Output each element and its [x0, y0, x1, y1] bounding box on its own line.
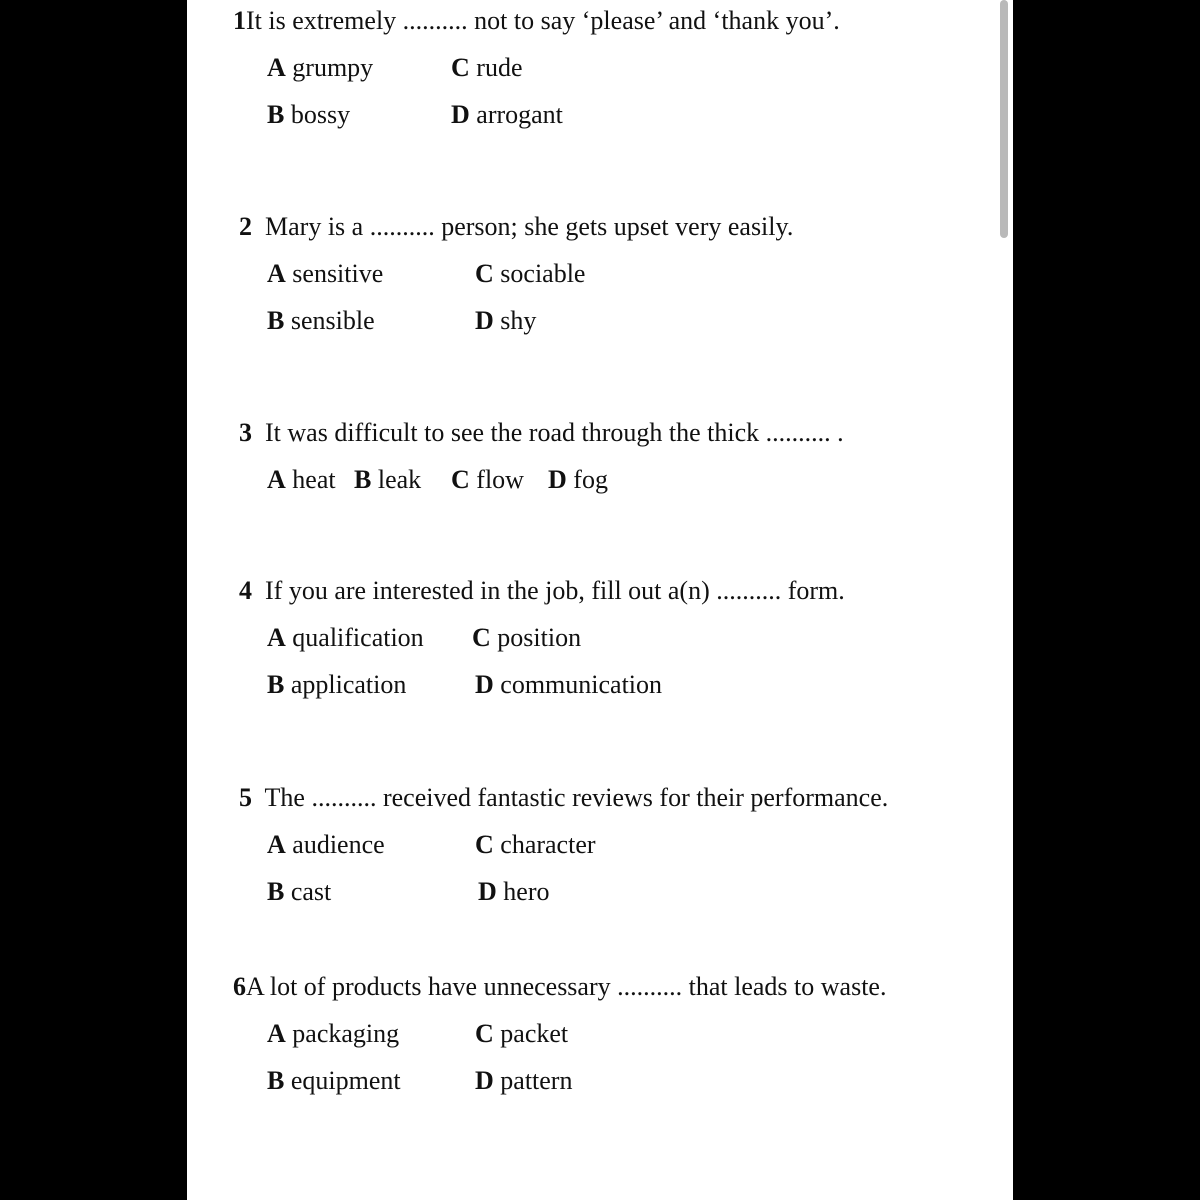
- option-b[interactable]: [267, 670, 406, 700]
- question-stem: If you are interested in the job, fill out a(n) .......... form.: [265, 576, 845, 605]
- option-c[interactable]: [472, 623, 581, 653]
- question-number: 2: [239, 212, 252, 241]
- option-a[interactable]: [267, 465, 336, 495]
- option-letter: B: [267, 877, 285, 906]
- option-letter: C: [475, 1019, 494, 1048]
- option-text: rude: [469, 53, 523, 82]
- question-number: 3: [239, 418, 252, 447]
- question-number: 4: [239, 576, 252, 605]
- option-text: packet: [493, 1019, 569, 1048]
- option-letter: D: [478, 877, 497, 906]
- option-text: equipment: [284, 1066, 401, 1095]
- option-d[interactable]: [475, 670, 662, 700]
- option-c[interactable]: [451, 465, 524, 495]
- option-text: pattern: [493, 1066, 573, 1095]
- question-4: [239, 576, 845, 606]
- option-text: sensible: [284, 306, 375, 335]
- option-text: grumpy: [285, 53, 374, 82]
- option-text: sensitive: [285, 259, 384, 288]
- option-letter: A: [267, 623, 286, 652]
- option-text: application: [284, 670, 407, 699]
- option-b[interactable]: [354, 465, 421, 495]
- option-letter: B: [354, 465, 372, 494]
- question-stem: A lot of products have unnecessary .......... that leads to waste.: [246, 972, 887, 1001]
- option-letter: A: [267, 53, 286, 82]
- option-b[interactable]: [267, 877, 331, 907]
- question-stem: It is extremely .......... not to say ‘please’ and ‘thank you’.: [246, 6, 840, 35]
- option-letter: A: [267, 259, 286, 288]
- option-text: heat: [285, 465, 336, 494]
- question-stem: It was difficult to see the road through the thick .......... .: [265, 418, 844, 447]
- option-a[interactable]: [267, 1019, 399, 1049]
- option-text: arrogant: [469, 100, 563, 129]
- question-6: [233, 972, 886, 1002]
- option-text: flow: [469, 465, 524, 494]
- option-c[interactable]: [475, 259, 585, 289]
- option-letter: A: [267, 1019, 286, 1048]
- option-letter: C: [475, 830, 494, 859]
- option-letter: D: [475, 1066, 494, 1095]
- option-a[interactable]: [267, 53, 373, 83]
- option-c[interactable]: [475, 1019, 568, 1049]
- question-number: 5: [239, 783, 252, 812]
- option-text: packaging: [285, 1019, 400, 1048]
- option-letter: D: [475, 670, 494, 699]
- option-text: position: [490, 623, 582, 652]
- option-text: qualification: [285, 623, 424, 652]
- question-1: [233, 6, 840, 36]
- question-stem: Mary is a .......... person; she gets upset very easily.: [265, 212, 794, 241]
- option-a[interactable]: [267, 623, 424, 653]
- question-number: 6: [233, 972, 246, 1001]
- option-letter: A: [267, 830, 286, 859]
- option-letter: C: [472, 623, 491, 652]
- question-3: [239, 418, 844, 448]
- option-letter: D: [475, 306, 494, 335]
- option-b[interactable]: [267, 100, 350, 130]
- option-letter: B: [267, 1066, 285, 1095]
- option-letter: C: [451, 465, 470, 494]
- option-text: sociable: [493, 259, 586, 288]
- option-text: fog: [566, 465, 608, 494]
- option-d[interactable]: [475, 1066, 572, 1096]
- option-text: communication: [493, 670, 663, 699]
- option-letter: A: [267, 465, 286, 494]
- option-text: shy: [493, 306, 537, 335]
- option-letter: D: [451, 100, 470, 129]
- option-letter: D: [548, 465, 567, 494]
- option-a[interactable]: [267, 259, 383, 289]
- option-text: leak: [371, 465, 422, 494]
- question-stem: The .......... received fantastic reviews for their performance.: [264, 783, 889, 812]
- option-letter: C: [451, 53, 470, 82]
- option-text: character: [493, 830, 596, 859]
- option-c[interactable]: [475, 830, 596, 860]
- option-text: hero: [496, 877, 550, 906]
- option-d[interactable]: [548, 465, 608, 495]
- option-d[interactable]: [451, 100, 563, 130]
- option-c[interactable]: [451, 53, 522, 83]
- option-d[interactable]: [475, 306, 536, 336]
- option-text: bossy: [284, 100, 351, 129]
- option-text: cast: [284, 877, 332, 906]
- option-b[interactable]: [267, 306, 375, 336]
- question-5: [239, 783, 888, 813]
- option-letter: B: [267, 670, 285, 699]
- option-text: audience: [285, 830, 385, 859]
- question-2: [239, 212, 793, 242]
- option-d[interactable]: [478, 877, 549, 907]
- option-letter: C: [475, 259, 494, 288]
- option-a[interactable]: [267, 830, 385, 860]
- option-b[interactable]: [267, 1066, 401, 1096]
- option-letter: B: [267, 100, 285, 129]
- question-number: 1: [233, 6, 246, 35]
- vertical-scrollbar[interactable]: [1000, 0, 1008, 238]
- option-letter: B: [267, 306, 285, 335]
